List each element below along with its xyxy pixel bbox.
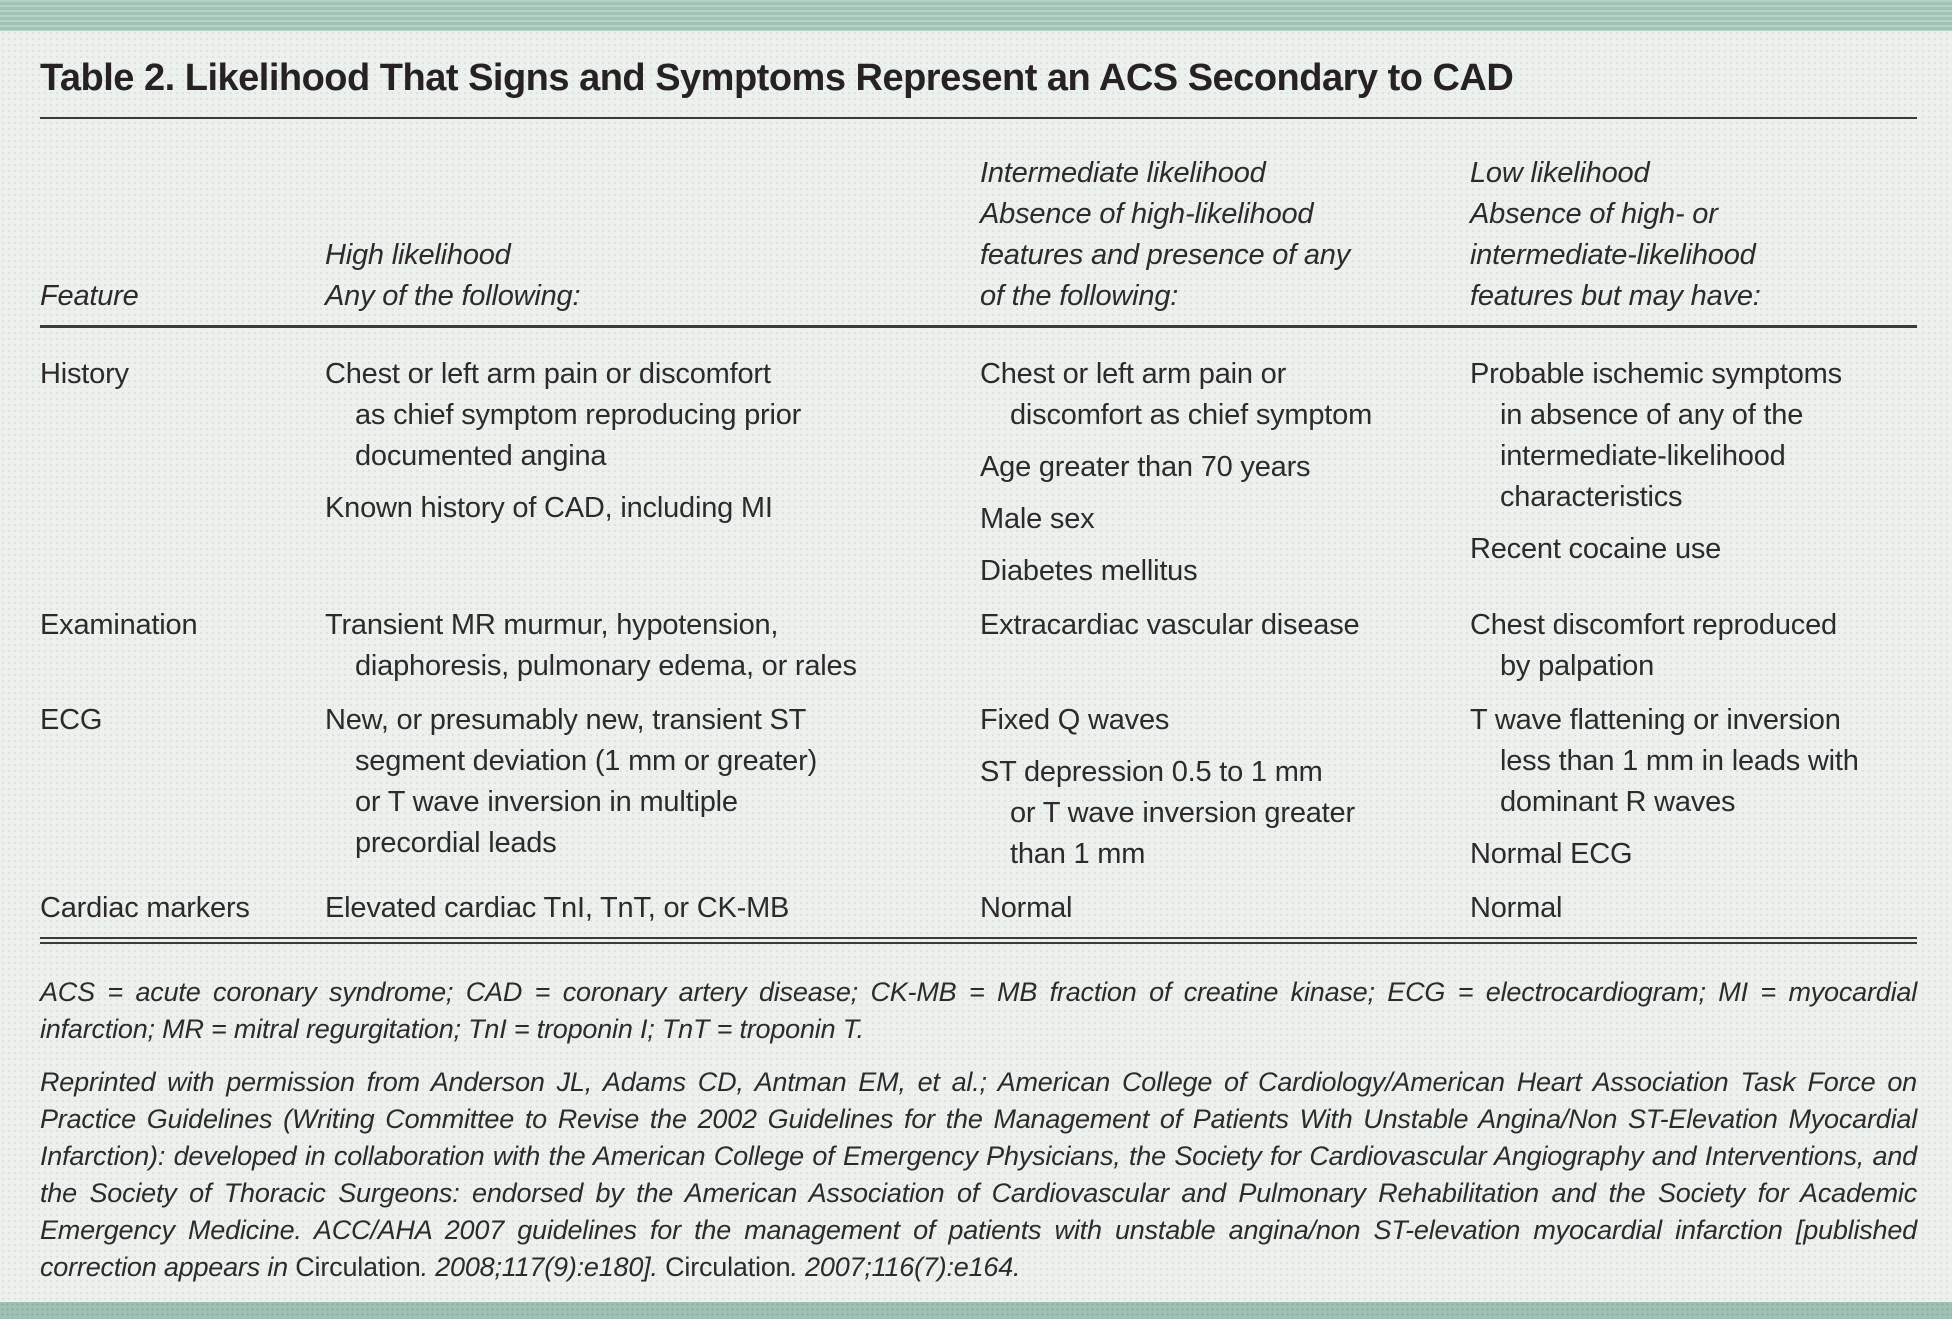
header-line: features and presence of any (980, 239, 1351, 271)
cell-history-high (325, 354, 980, 592)
cell-item (980, 752, 1470, 875)
header-line: Absence of high- or (1470, 198, 1718, 230)
header-line: Feature (40, 280, 139, 312)
feature-label (40, 700, 325, 875)
cell-line: Normal ECG (1470, 838, 1633, 870)
cell-examination-low (1470, 605, 1917, 687)
cell-history-intermediate (980, 354, 1470, 592)
header-line: Any of the following: (325, 280, 581, 312)
journal-name: Circulation (295, 1252, 421, 1282)
cell-ecg-low (1470, 700, 1917, 875)
table-row-examination (40, 605, 1917, 687)
cell-line: Chest or left arm pain or (980, 358, 1287, 390)
cell-line: Male sex (980, 503, 1095, 535)
cell-line: Extracardiac vascular disease (980, 609, 1360, 641)
feature-label (40, 354, 325, 592)
cell-examination-high (325, 605, 980, 687)
cell-line: by palpation (1500, 650, 1654, 682)
cell-line: dominant R waves (1500, 786, 1736, 818)
cell-line: as chief symptom reproducing prior (355, 399, 802, 431)
cell-item (325, 354, 980, 477)
cell-item (980, 700, 1470, 741)
cell-line: in absence of any of the (1500, 399, 1804, 431)
cell-item (1470, 605, 1917, 687)
cell-item (980, 447, 1470, 488)
table-content (40, 31, 1917, 1286)
cell-item (980, 551, 1470, 592)
cell-line: segment deviation (1 mm or greater) (355, 745, 818, 777)
cell-line: T wave flattening or inversion (1470, 704, 1841, 736)
cell-line: precordial leads (355, 827, 557, 859)
cell-item (325, 488, 980, 529)
cell-cardiac-high (325, 888, 980, 929)
table-header (40, 119, 1917, 325)
cell-line: Normal (980, 892, 1073, 924)
footnotes (40, 974, 1917, 1286)
table-row-ecg (40, 700, 1917, 875)
table-row-cardiac-markers (40, 888, 1917, 929)
feature-text: Cardiac markers (40, 892, 250, 924)
cell-item (325, 605, 980, 687)
header-cell-feature (40, 276, 325, 317)
cell-line: ST depression 0.5 to 1 mm (980, 756, 1323, 788)
cell-cardiac-intermediate (980, 888, 1470, 929)
header-cell-intermediate-likelihood (980, 153, 1470, 317)
cell-item (1470, 700, 1917, 823)
journal-name: Circulation (665, 1252, 791, 1282)
cell-item (980, 605, 1470, 646)
cell-ecg-intermediate (980, 700, 1470, 875)
cell-line: Chest or left arm pain or discomfort (325, 358, 771, 390)
header-line: Low likelihood (1470, 157, 1650, 189)
cell-line: Normal (1470, 892, 1563, 924)
feature-text: Examination (40, 609, 198, 641)
cell-item (325, 700, 980, 864)
header-line: Intermediate likelihood (980, 157, 1266, 189)
feature-text: History (40, 358, 129, 390)
cell-cardiac-low (1470, 888, 1917, 929)
cell-line: Elevated cardiac TnI, TnT, or CK-MB (325, 892, 790, 924)
header-line: of the following: (980, 280, 1179, 312)
cell-item (980, 499, 1470, 540)
cell-item (1470, 888, 1917, 929)
header-line: features but may have: (1470, 280, 1761, 312)
feature-text: ECG (40, 704, 103, 736)
cell-line: Age greater than 70 years (980, 451, 1311, 483)
cell-line: Recent cocaine use (1470, 533, 1722, 565)
header-line: Absence of high-likelihood (980, 198, 1314, 230)
reprint-segment: . 2008;117(9):e180]. (420, 1252, 666, 1282)
cell-line: Transient MR murmur, hypotension, (325, 609, 779, 641)
cell-item (1470, 354, 1917, 518)
cell-line: intermediate-likelihood (1500, 440, 1786, 472)
cell-line: documented angina (355, 440, 607, 472)
cell-history-low (1470, 354, 1917, 592)
cell-item (325, 888, 980, 929)
feature-label (40, 888, 325, 929)
cell-line: Fixed Q waves (980, 704, 1170, 736)
abbreviations-note: ACS = acute coronary syndrome; CAD = coronary artery disease; CK-MB = MB fraction of creatine kinase; ECG = electrocardiogram; MI = myocardial infarction; MR = mitral regurgitation; TnI = troponin I; TnT = troponin T. (40, 977, 1917, 1044)
cell-line: discomfort as chief symptom (1010, 399, 1373, 431)
cell-line: Known history of CAD, including MI (325, 492, 773, 524)
cell-examination-intermediate (980, 605, 1470, 687)
header-cell-low-likelihood (1470, 153, 1917, 317)
cell-line: less than 1 mm in leads with (1500, 745, 1859, 777)
cell-line: Chest discomfort reproduced (1470, 609, 1837, 641)
top-accent-bar (0, 0, 1952, 31)
bottom-accent-bar (0, 1302, 1952, 1319)
header-cell-high-likelihood (325, 235, 980, 317)
table-title: Table 2. Likelihood That Signs and Symptoms Represent an ACS Secondary to CAD (40, 57, 1514, 99)
footer-rule (40, 937, 1917, 944)
cell-line: Probable ischemic symptoms (1470, 358, 1842, 390)
header-rule (40, 325, 1917, 328)
table-body (40, 354, 1917, 929)
reprint-segment: . 2007;116(7):e164. (790, 1252, 1021, 1282)
cell-item (1470, 834, 1917, 875)
header-line: intermediate-likelihood (1470, 239, 1756, 271)
cell-line: characteristics (1500, 481, 1683, 513)
cell-line: or T wave inversion in multiple (355, 786, 738, 818)
reprint-segment: Reprinted with permission from Anderson JL, Adams CD, Antman EM, et al.; American College of Cardiology/American Heart Association Task Force on Practice Guidelines (Writing Committee to Revise the 2002 Guidelines for the Management of Patients With Unstable Angina/Non ST-Elevation Myocardial Infarction): developed in collaboration with the American College of Emergency Physicians, the Society for Cardiovascular Angiography and Interventions, and the Society of Thoracic Surgeons: endorsed by the American Association of Cardiovascular and Pulmonary Rehabilitation and the Society for Academic Emergency Medicine. ACC/AHA 2007 guidelines for the management of patients with unstable angina/non ST-elevation myocardial infarction [published correction appears in (40, 1067, 1917, 1282)
cell-line: than 1 mm (1010, 838, 1146, 870)
cell-line: Diabetes mellitus (980, 555, 1198, 587)
table-row-history (40, 354, 1917, 592)
cell-ecg-high (325, 700, 980, 875)
cell-line: or T wave inversion greater (1010, 797, 1355, 829)
cell-item (980, 888, 1470, 929)
cell-line: New, or presumably new, transient ST (325, 704, 807, 736)
cell-item (980, 354, 1470, 436)
header-line: High likelihood (325, 239, 511, 271)
feature-label (40, 605, 325, 687)
cell-item (1470, 529, 1917, 570)
cell-line: diaphoresis, pulmonary edema, or rales (355, 650, 857, 682)
reprint-note (40, 1064, 1917, 1286)
